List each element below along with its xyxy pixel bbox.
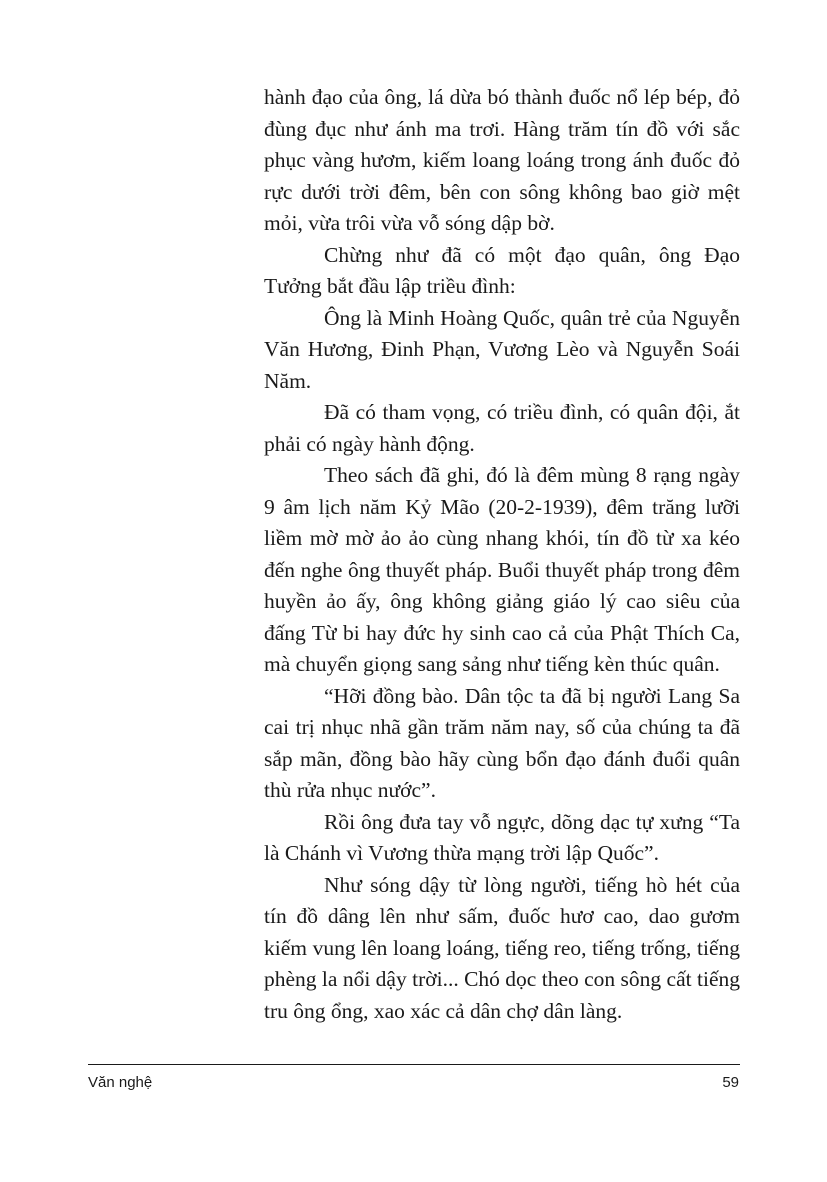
body-text <box>264 82 740 1027</box>
footer-publication-name: Văn nghệ <box>88 1074 153 1091</box>
paragraph: Ông là Minh Hoàng Quốc, quân trẻ của Nguyễn Văn Hương, Đinh Phạn, Vương Lèo và Nguyễn Soái Năm. <box>264 305 740 393</box>
paragraph: hành đạo của ông, lá dừa bó thành đuốc nổ lép bép, đỏ đùng đục như ánh ma trơi. Hàng trăm tín đồ với sắc phục vàng hươm, kiếm loang loáng trong ánh đuốc đỏ rực dưới trời đêm, bên con sông không bao giờ mệt mỏi, vừa trôi vừa vỗ sóng dập bờ. <box>264 85 740 235</box>
paragraph: Đã có tham vọng, có triều đình, có quân đội, ắt phải có ngày hành động. <box>264 400 740 456</box>
paragraph: Rồi ông đưa tay vỗ ngực, dõng dạc tự xưng “Ta là Chánh vì Vương thừa mạng trời lập Quốc”. <box>264 809 740 865</box>
page-number: 59 <box>722 1074 739 1091</box>
paragraph: Chừng như đã có một đạo quân, ông Đạo Tưởng bắt đầu lập triều đình: <box>264 242 740 298</box>
paragraph: “Hỡi đồng bào. Dân tộc ta đã bị người Lang Sa cai trị nhục nhã gần trăm năm nay, số của chúng ta đã sắp mãn, đồng bào hãy cùng bổn đạo đánh đuổi quân thù rửa nhục nước”. <box>264 683 740 802</box>
paragraph: Như sóng dậy từ lòng người, tiếng hò hét của tín đồ dâng lên như sấm, đuốc hươ cao, dao gươm kiếm vung lên loang loáng, tiếng reo, tiếng trống, tiếng phèng la nổi dậy trời... Chó dọc theo con sông cất tiếng tru ông ổng, xao xác cả dân chợ dân làng. <box>264 872 740 1023</box>
paragraph: Theo sách đã ghi, đó là đêm mùng 8 rạng ngày 9 âm lịch năm Kỷ Mão (20-2-1939), đêm trăng lưỡi liềm mờ mờ ảo ảo cùng nhang khói, tín đồ từ xa kéo đến nghe ông thuyết pháp. Buổi thuyết pháp trong đêm huyền ảo ấy, ông không giảng giáo lý cao siêu của đấng Từ bi hay đức hy sinh cao cả của Phật Thích Ca, mà chuyển giọng sang sảng như tiếng kèn thúc quân. <box>264 463 740 676</box>
footer-divider <box>88 1064 740 1065</box>
